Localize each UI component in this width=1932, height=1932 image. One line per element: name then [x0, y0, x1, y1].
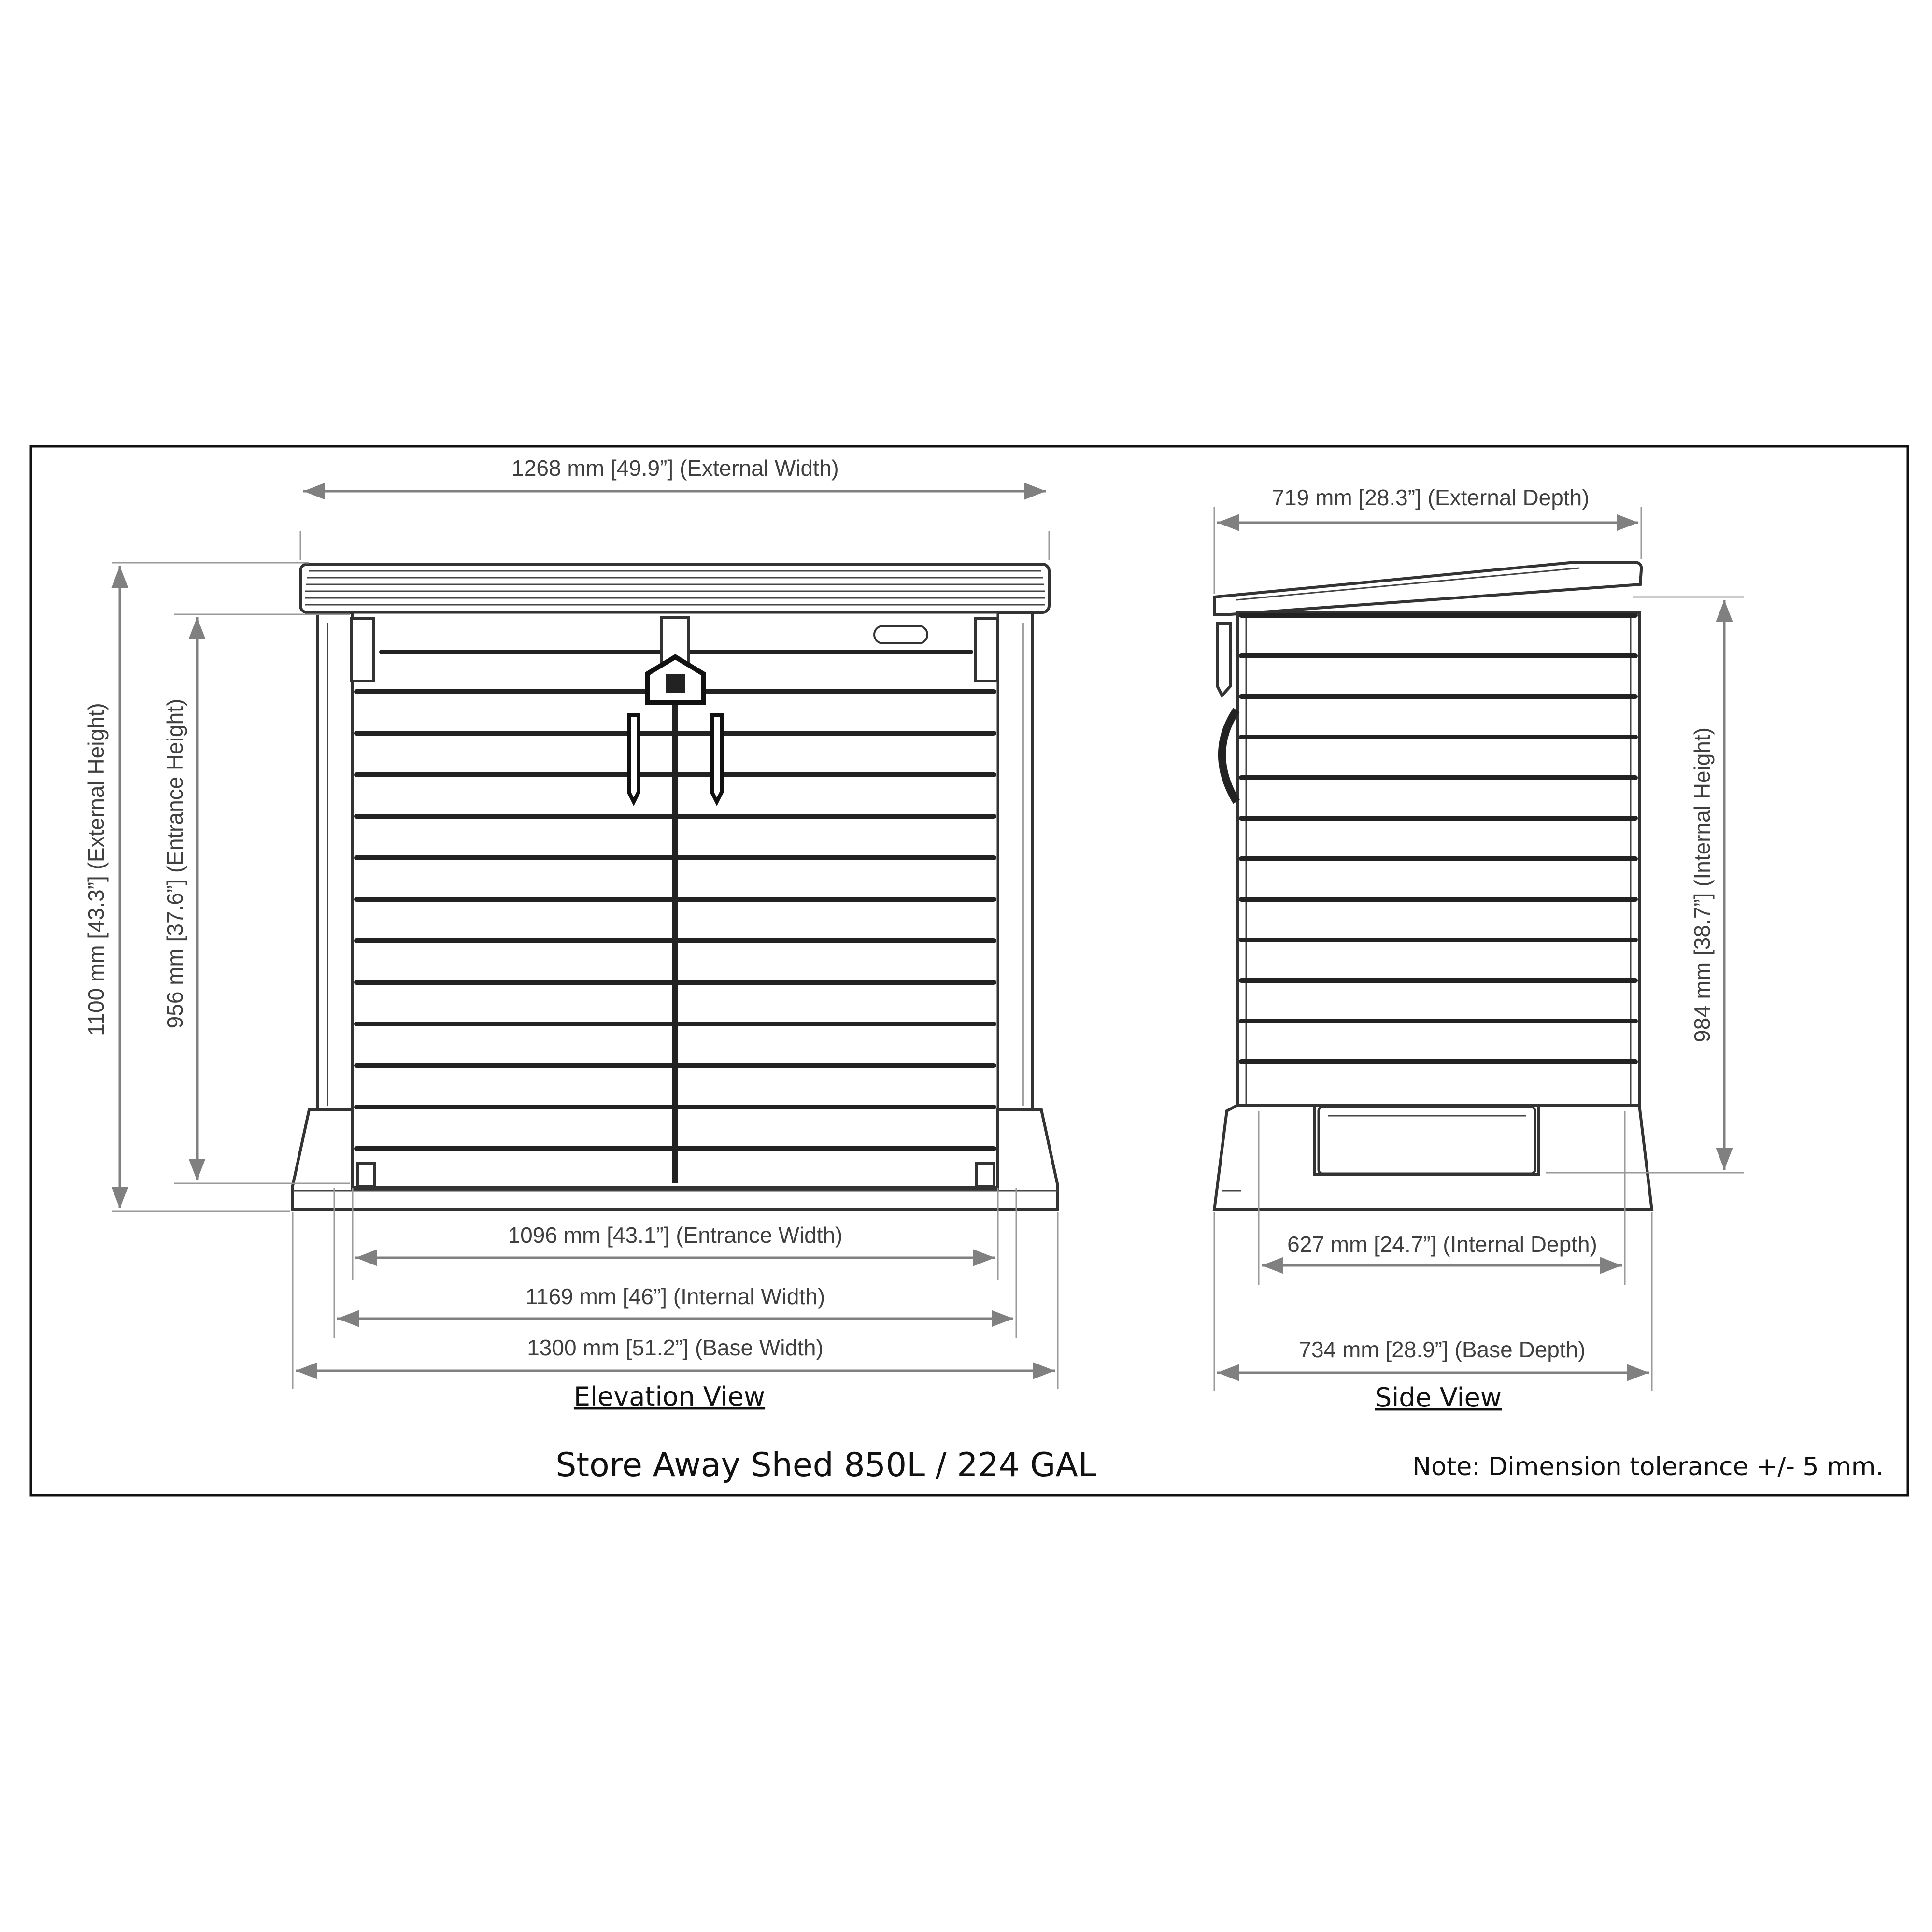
tolerance-note: Note: Dimension tolerance +/- 5 mm. — [1412, 1452, 1884, 1481]
elevation-hinge-right — [976, 618, 998, 681]
internal-height-label: 984 mm [38.7”] (Internal Height) — [1690, 727, 1715, 1042]
door-handle-left — [629, 715, 639, 802]
side-base-handle — [1319, 1107, 1535, 1174]
internal-depth-label: 627 mm [24.7”] (Internal Depth) — [1287, 1232, 1597, 1257]
elevation-hinge-left — [352, 618, 374, 681]
entrance-height-label: 956 mm [37.6”] (Entrance Height) — [162, 698, 187, 1029]
elevation-shed-drawing — [293, 564, 1058, 1210]
external-width-label: 1268 mm [49.9”] (External Width) — [511, 455, 839, 481]
elevation-left-post — [318, 612, 353, 1110]
door-handle-right — [712, 715, 722, 802]
external-depth-label: 719 mm [28.3”] (External Depth) — [1272, 485, 1590, 510]
elevation-view-label: Elevation View — [573, 1381, 766, 1412]
drawing-title: Store Away Shed 850L / 224 GAL — [555, 1446, 1096, 1484]
internal-width-label: 1169 mm [46”] (Internal Width) — [525, 1284, 825, 1309]
side-view-label: Side View — [1375, 1382, 1502, 1413]
base-depth-label: 734 mm [28.9”] (Base Depth) — [1299, 1337, 1586, 1362]
base-width-label: 1300 mm [51.2”] (Base Width) — [527, 1335, 824, 1360]
side-lid — [1214, 562, 1641, 614]
entrance-width-label: 1096 mm [43.1”] (Entrance Width) — [508, 1222, 843, 1248]
external-height-label: 1100 mm [43.3”] (External Height) — [84, 703, 109, 1036]
elevation-right-post — [998, 612, 1033, 1110]
brand-badge — [874, 626, 927, 643]
side-handle-profile — [1217, 623, 1231, 696]
side-shed-drawing — [1214, 562, 1652, 1210]
